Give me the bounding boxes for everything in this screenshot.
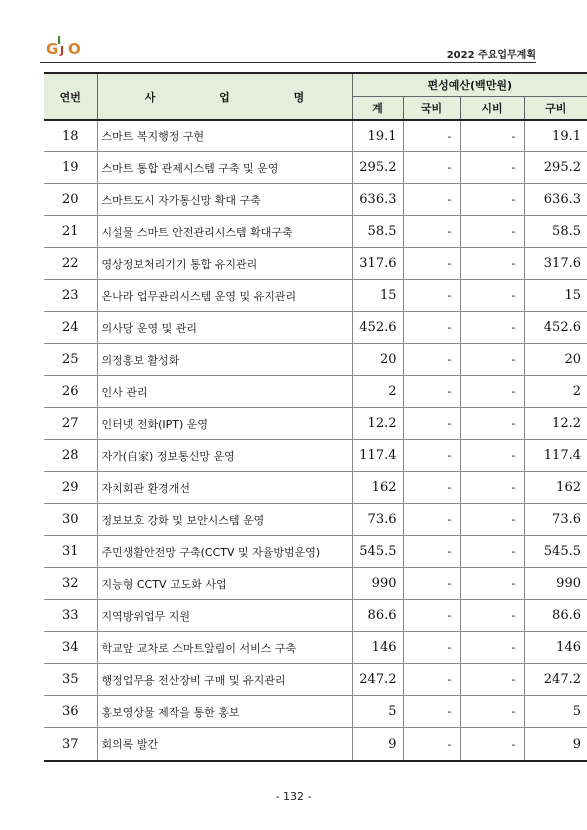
table-row <box>44 664 587 696</box>
table-row <box>44 504 587 536</box>
table-row <box>44 696 587 728</box>
row-city: - <box>460 568 524 600</box>
row-project-name: 스마트 복지행정 구현 <box>97 120 352 152</box>
row-total: 146 <box>352 632 403 664</box>
row-project-name: 지역방위업무 지원 <box>97 600 352 632</box>
row-number: 25 <box>44 344 97 376</box>
table-row <box>44 152 587 184</box>
row-national: - <box>403 440 460 472</box>
row-number: 22 <box>44 248 97 280</box>
row-project-name: 영상정보처리기기 통합 유지관리 <box>97 248 352 280</box>
row-number: 31 <box>44 536 97 568</box>
row-city: - <box>460 216 524 248</box>
row-national: - <box>403 216 460 248</box>
row-national: - <box>403 568 460 600</box>
row-project-name: 지능형 CCTV 고도화 사업 <box>97 568 352 600</box>
table-row <box>44 600 587 632</box>
row-number: 32 <box>44 568 97 600</box>
row-national: - <box>403 280 460 312</box>
row-project-name: 스마트 통합 관제시스템 구축 및 운영 <box>97 152 352 184</box>
row-district: 146 <box>524 632 587 664</box>
row-project-name: 홍보영상물 제작을 통한 홍보 <box>97 696 352 728</box>
row-city: - <box>460 728 524 762</box>
row-project-name: 회의록 발간 <box>97 728 352 762</box>
row-city: - <box>460 152 524 184</box>
row-national: - <box>403 664 460 696</box>
row-district: 5 <box>524 696 587 728</box>
row-total: 15 <box>352 280 403 312</box>
row-project-name: 자치회관 환경개선 <box>97 472 352 504</box>
row-district: 73.6 <box>524 504 587 536</box>
row-number: 26 <box>44 376 97 408</box>
column-header-budget-group: 편성예산(백만원) <box>352 73 587 97</box>
table-row <box>44 184 587 216</box>
row-district: 317.6 <box>524 248 587 280</box>
row-national: - <box>403 312 460 344</box>
table-row <box>44 280 587 312</box>
row-total: 86.6 <box>352 600 403 632</box>
document-title: 2022 주요업무계획 <box>446 50 536 61</box>
row-total: 5 <box>352 696 403 728</box>
row-project-name: 인사 관리 <box>97 376 352 408</box>
table-row <box>44 472 587 504</box>
row-number: 37 <box>44 728 97 762</box>
column-header-project-name <box>97 73 352 120</box>
row-total: 295.2 <box>352 152 403 184</box>
row-city: - <box>460 408 524 440</box>
row-city: - <box>460 312 524 344</box>
row-national: - <box>403 376 460 408</box>
row-number: 18 <box>44 120 97 152</box>
row-district: 117.4 <box>524 440 587 472</box>
row-city: - <box>460 632 524 664</box>
row-number: 33 <box>44 600 97 632</box>
table-row <box>44 312 587 344</box>
row-city: - <box>460 120 524 152</box>
row-national: - <box>403 248 460 280</box>
row-district: 19.1 <box>524 120 587 152</box>
table-row <box>44 536 587 568</box>
table-row <box>44 632 587 664</box>
row-district: 15 <box>524 280 587 312</box>
row-number: 19 <box>44 152 97 184</box>
row-district: 58.5 <box>524 216 587 248</box>
table-row <box>44 408 587 440</box>
row-number: 34 <box>44 632 97 664</box>
column-header-total: 계 <box>352 97 403 121</box>
row-number: 23 <box>44 280 97 312</box>
row-total: 117.4 <box>352 440 403 472</box>
row-number: 28 <box>44 440 97 472</box>
row-district: 20 <box>524 344 587 376</box>
row-national: - <box>403 536 460 568</box>
row-city: - <box>460 248 524 280</box>
row-district: 545.5 <box>524 536 587 568</box>
row-city: - <box>460 280 524 312</box>
row-project-name: 의사당 운영 및 관리 <box>97 312 352 344</box>
table-header-row <box>44 73 587 97</box>
row-city: - <box>460 472 524 504</box>
row-project-name: 행정업무용 전산장비 구매 및 유지관리 <box>97 664 352 696</box>
row-project-name: 인터넷 전화(IPT) 운영 <box>97 408 352 440</box>
row-project-name: 학교앞 교차로 스마트알림이 서비스 구축 <box>97 632 352 664</box>
row-number: 35 <box>44 664 97 696</box>
row-total: 2 <box>352 376 403 408</box>
column-header-district: 구비 <box>524 97 587 121</box>
row-number: 30 <box>44 504 97 536</box>
row-number: 20 <box>44 184 97 216</box>
row-district: 636.3 <box>524 184 587 216</box>
row-national: - <box>403 504 460 536</box>
budget-table <box>44 72 587 762</box>
row-national: - <box>403 120 460 152</box>
page-number: - 132 - <box>275 790 312 803</box>
row-city: - <box>460 536 524 568</box>
row-project-name: 자가(自家) 정보통신망 운영 <box>97 440 352 472</box>
row-total: 247.2 <box>352 664 403 696</box>
row-total: 545.5 <box>352 536 403 568</box>
table-row <box>44 568 587 600</box>
row-district: 162 <box>524 472 587 504</box>
row-total: 162 <box>352 472 403 504</box>
row-number: 27 <box>44 408 97 440</box>
row-total: 19.1 <box>352 120 403 152</box>
row-national: - <box>403 344 460 376</box>
row-number: 24 <box>44 312 97 344</box>
row-national: - <box>403 408 460 440</box>
row-national: - <box>403 728 460 762</box>
row-project-name: 온나라 업무관리시스템 운영 및 유지관리 <box>97 280 352 312</box>
row-district: 12.2 <box>524 408 587 440</box>
header-divider <box>40 62 536 63</box>
table-row <box>44 728 587 762</box>
row-city: - <box>460 184 524 216</box>
row-district: 2 <box>524 376 587 408</box>
row-city: - <box>460 696 524 728</box>
row-project-name: 정보보호 강화 및 보안시스템 운영 <box>97 504 352 536</box>
row-national: - <box>403 632 460 664</box>
row-number: 21 <box>44 216 97 248</box>
row-number: 36 <box>44 696 97 728</box>
organization-logo: G I J O <box>46 34 81 58</box>
column-header-project-name-label: 사 업 명 <box>144 90 335 104</box>
row-total: 317.6 <box>352 248 403 280</box>
table-row <box>44 440 587 472</box>
row-city: - <box>460 376 524 408</box>
row-city: - <box>460 440 524 472</box>
row-total: 9 <box>352 728 403 762</box>
row-national: - <box>403 152 460 184</box>
row-city: - <box>460 600 524 632</box>
column-header-city: 시비 <box>460 97 524 121</box>
row-national: - <box>403 472 460 504</box>
table-row <box>44 120 587 152</box>
row-number: 29 <box>44 472 97 504</box>
row-total: 636.3 <box>352 184 403 216</box>
row-project-name: 주민생활안전망 구축(CCTV 및 자율방범운영) <box>97 536 352 568</box>
table-row <box>44 376 587 408</box>
row-city: - <box>460 664 524 696</box>
row-district: 295.2 <box>524 152 587 184</box>
row-project-name: 의정홍보 활성화 <box>97 344 352 376</box>
row-district: 9 <box>524 728 587 762</box>
row-city: - <box>460 504 524 536</box>
row-national: - <box>403 600 460 632</box>
row-city: - <box>460 344 524 376</box>
row-project-name: 스마트도시 자가통신망 확대 구축 <box>97 184 352 216</box>
row-district: 86.6 <box>524 600 587 632</box>
table-row <box>44 248 587 280</box>
row-district: 247.2 <box>524 664 587 696</box>
table-row <box>44 216 587 248</box>
row-national: - <box>403 696 460 728</box>
table-row <box>44 344 587 376</box>
row-total: 452.6 <box>352 312 403 344</box>
column-header-national: 국비 <box>403 97 460 121</box>
row-total: 20 <box>352 344 403 376</box>
row-total: 12.2 <box>352 408 403 440</box>
row-district: 452.6 <box>524 312 587 344</box>
row-district: 990 <box>524 568 587 600</box>
column-header-number: 연번 <box>44 73 97 120</box>
row-total: 58.5 <box>352 216 403 248</box>
row-national: - <box>403 184 460 216</box>
row-total: 990 <box>352 568 403 600</box>
row-project-name: 시설물 스마트 안전관리시스템 확대구축 <box>97 216 352 248</box>
row-total: 73.6 <box>352 504 403 536</box>
